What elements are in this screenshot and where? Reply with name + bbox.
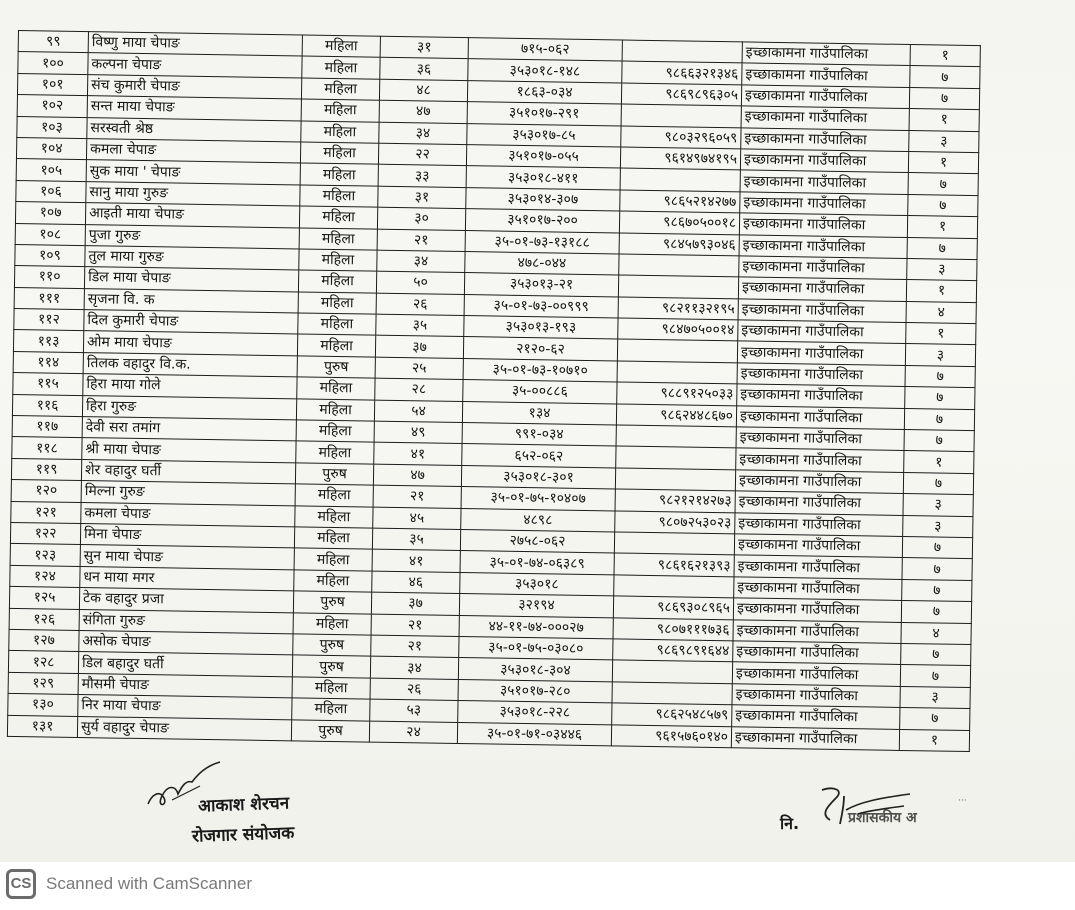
citizenship-cell: ३५३०१७-८५	[467, 123, 621, 147]
serial-cell: १११	[14, 287, 84, 309]
citizenship-cell: ३५१०१७-२८०	[458, 679, 612, 703]
gender-cell: महिला	[296, 399, 374, 422]
ward-cell: ७	[905, 387, 975, 409]
name-cell: मौसमी चेपाङ	[78, 673, 292, 698]
citizenship-cell: ३५-०१-७५-०३०८०	[459, 636, 613, 660]
serial-cell: १०६	[16, 180, 86, 202]
stamp-mark: ···	[958, 796, 967, 806]
ward-cell: ३	[903, 515, 973, 537]
municipality-cell: इच्छाकामना गाउँपालिका	[740, 192, 908, 216]
age-cell: ३४	[370, 656, 458, 679]
name-cell: पुजा गुरुङ	[85, 224, 299, 249]
age-cell: ४१	[374, 443, 462, 466]
gender-cell: महिला	[301, 121, 379, 144]
ward-cell: ७	[905, 365, 975, 387]
ward-cell: ३	[903, 494, 973, 516]
serial-cell: १०१	[17, 73, 87, 95]
citizenship-cell: ३५१०१७-०५५	[466, 145, 620, 169]
serial-cell: ११०	[14, 266, 84, 288]
citizenship-cell: ३५३०१८-३०१	[461, 465, 615, 489]
municipality-cell: इच्छाकामना गाउँपालिका	[738, 299, 906, 323]
ward-cell: ७	[902, 536, 972, 558]
name-cell: शेर वहादुर घर्ती	[81, 459, 295, 484]
age-cell: २६	[370, 678, 458, 701]
serial-cell: १३१	[7, 715, 77, 737]
ward-cell: ७	[903, 472, 973, 494]
name-cell: डिल माया चेपाङ	[84, 267, 298, 292]
municipality-cell: इच्छाकामना गाउँपालिका	[734, 577, 902, 601]
ward-cell: ७	[910, 66, 980, 88]
phone-cell: ९८२११३२१९५	[618, 297, 738, 320]
phone-cell: ९८६७०५००१८	[619, 211, 739, 234]
municipality-cell: इच्छाकामना गाउँपालिका	[735, 491, 903, 515]
serial-cell: ११८	[12, 437, 82, 459]
phone-cell	[619, 254, 739, 277]
municipality-cell: इच्छाकामना गाउँपालिका	[739, 256, 907, 280]
municipality-cell: इच्छाकामना गाउँपालिका	[736, 427, 904, 451]
gender-cell: महिला	[298, 313, 376, 336]
phone-cell	[616, 425, 736, 448]
serial-cell: १२६	[9, 608, 79, 630]
municipality-cell: इच्छाकामना गाउँपालिका	[737, 341, 905, 365]
gender-cell: महिला	[299, 206, 377, 229]
name-cell: कल्पना चेपाङ	[88, 53, 302, 78]
serial-cell: १०८	[15, 223, 85, 245]
scanner-watermark-text: Scanned with CamScanner	[46, 874, 253, 893]
name-cell: मिल्ना गुरुङ	[81, 481, 295, 506]
municipality-cell: इच्छाकामना गाउँपालिका	[741, 85, 909, 109]
gender-cell: महिला	[298, 270, 376, 293]
name-cell: सुर्य वहादुर चेपाङ	[77, 716, 291, 741]
name-cell: देवी सरा तमांग	[82, 417, 296, 442]
municipality-cell: इच्छाकामना गाउँपालिका	[740, 170, 908, 194]
ward-cell: ३	[909, 130, 979, 152]
age-cell: ५०	[376, 271, 464, 294]
ward-cell: १	[909, 109, 979, 131]
name-cell: हिरा माया गोले	[83, 374, 297, 399]
scanner-footer	[0, 862, 1075, 910]
municipality-cell: इच्छाकामना गाउँपालिका	[733, 641, 901, 665]
phone-cell: ९८०३२९६०५९	[621, 126, 741, 149]
citizenship-cell: ३५-०१-७४-०६३८९	[460, 551, 614, 575]
name-cell: तुल माया गुरुङ	[85, 245, 299, 270]
gender-cell: पुरुष	[293, 634, 371, 657]
name-cell: संगिता गुरुङ	[79, 609, 293, 634]
serial-cell: १२१	[11, 501, 81, 523]
citizenship-cell: ३५३०१३-२१	[464, 273, 618, 297]
age-cell: ३७	[375, 336, 463, 359]
beneficiary-sheet	[7, 30, 990, 752]
citizenship-cell: ४८९८	[461, 508, 615, 532]
gender-cell: महिला	[301, 78, 379, 101]
municipality-cell: इच्छाकामना गाउँपालिका	[738, 320, 906, 344]
municipality-cell: इच्छाकामना गाउँपालिका	[738, 277, 906, 301]
beneficiary-table	[7, 30, 981, 752]
municipality-cell: इच्छाकामना गाउँपालिका	[741, 106, 909, 130]
gender-cell: पुरुष	[293, 591, 371, 614]
ward-cell: १	[906, 280, 976, 302]
name-cell: तिलक वहादुर वि.क.	[83, 352, 297, 377]
name-cell: सुन माया चेपाङ	[80, 545, 294, 570]
gender-cell: महिला	[293, 612, 371, 635]
ward-cell: १	[910, 45, 980, 67]
age-cell: २४	[369, 721, 457, 744]
municipality-cell: इच्छाकामना गाउँपालिका	[735, 470, 903, 494]
municipality-cell: इच्छाकामना गाउँपालिका	[732, 662, 900, 686]
age-cell: २६	[376, 293, 464, 316]
camscanner-logo-icon: CS	[6, 869, 36, 899]
age-cell: ३१	[378, 186, 466, 209]
serial-cell: १२२	[10, 522, 80, 544]
municipality-cell: इच्छाकामना गाउँपालिका	[739, 213, 907, 237]
gender-cell: महिला	[298, 292, 376, 315]
name-cell: विष्णु माया चेपाङ	[88, 32, 302, 57]
serial-cell: ११७	[12, 415, 82, 437]
citizenship-cell: ३५-०१-७३-००९९९	[464, 294, 618, 318]
name-cell: टेक वहादुर प्रजा	[79, 588, 293, 613]
citizenship-cell: १८६३-०३४	[467, 80, 621, 104]
serial-cell: १०७	[15, 202, 85, 224]
name-cell: सरस्वती श्रेष्ठ	[87, 117, 301, 142]
age-cell: ३१	[380, 36, 468, 59]
name-cell: सन्त माया चेपाङ	[87, 96, 301, 121]
citizenship-cell: ३५-०१-७३-१३१८८	[465, 230, 619, 254]
serial-cell: १२९	[8, 672, 78, 694]
name-cell: सृजना वि. क	[84, 288, 298, 313]
gender-cell: पुरुष	[291, 719, 369, 742]
phone-cell	[620, 168, 740, 191]
municipality-cell: इच्छाकामना गाउँपालिका	[742, 42, 910, 66]
gender-cell: महिला	[292, 677, 370, 700]
phone-cell: ९८६५२१४२७७	[620, 190, 740, 213]
ward-cell: ७	[908, 173, 978, 195]
gender-cell: पुरुष	[297, 356, 375, 379]
age-cell: २८	[375, 378, 463, 401]
gender-cell: महिला	[295, 506, 373, 529]
gender-cell: पुरुष	[292, 655, 370, 678]
age-cell: ३६	[380, 58, 468, 81]
age-cell: ४८	[379, 79, 467, 102]
ward-cell: ७	[907, 237, 977, 259]
ward-cell: ७	[900, 708, 970, 730]
ward-cell: ३	[900, 686, 970, 708]
citizenship-cell: ३५-०१-७१-०३४४६	[457, 722, 611, 746]
coordinator-role: रोजगार संयोजक	[191, 823, 295, 847]
phone-cell: ९६१५७६०१४०	[611, 724, 731, 747]
citizenship-cell: ३५३०१८-४११	[466, 166, 620, 190]
municipality-cell: इच्छाकामना गाउँपालिका	[732, 684, 900, 708]
gender-cell: महिला	[300, 142, 378, 165]
ward-cell: १	[908, 151, 978, 173]
phone-cell	[616, 446, 736, 469]
municipality-cell: इच्छाकामना गाउँपालिका	[731, 726, 899, 750]
age-cell: २१	[371, 614, 459, 637]
phone-cell: ९८६९३०८९६५	[613, 596, 733, 619]
age-cell: ३४	[379, 122, 467, 145]
serial-cell: १०५	[16, 159, 86, 181]
citizenship-cell: २१२०-६२	[463, 337, 617, 361]
phone-cell: ९८६१६२१३९३	[614, 553, 734, 576]
serial-cell: ११२	[14, 309, 84, 331]
serial-cell: ११५	[13, 373, 83, 395]
serial-cell: १०२	[17, 95, 87, 117]
phone-cell: ९८४५७९३०४६	[619, 232, 739, 255]
citizenship-cell: ३५३०१८-३०४	[458, 658, 612, 682]
serial-cell: १२५	[9, 587, 79, 609]
gender-cell: महिला	[299, 227, 377, 250]
citizenship-cell: ३५३०१३-१९३	[464, 316, 618, 340]
serial-cell: १२८	[8, 651, 78, 673]
gender-cell: महिला	[297, 377, 375, 400]
phone-cell: ९८६६३२१३४६	[622, 61, 742, 84]
ward-cell: ७	[908, 194, 978, 216]
officer-prefix: नि.	[780, 814, 800, 833]
serial-cell: १०३	[17, 116, 87, 138]
age-cell: ४९	[374, 421, 462, 444]
phone-cell	[614, 575, 734, 598]
phone-cell	[612, 682, 732, 705]
gender-cell: पुरुष	[295, 463, 373, 486]
name-cell: ओम माया चेपाङ	[83, 331, 297, 356]
age-cell: २२	[378, 143, 466, 166]
phone-cell	[621, 104, 741, 127]
gender-cell: महिला	[302, 35, 380, 58]
ward-cell: ३	[905, 344, 975, 366]
serial-cell: ११४	[13, 351, 83, 373]
name-cell: सानु माया गुरुङ	[86, 181, 300, 206]
municipality-cell: इच्छाकामना गाउँपालिका	[736, 448, 904, 472]
ward-cell: ७	[904, 430, 974, 452]
age-cell: ५३	[370, 699, 458, 722]
phone-cell: ९६१४९७४१९५	[620, 147, 740, 170]
age-cell: २१	[377, 229, 465, 252]
name-cell: असोक चेपाङ	[79, 630, 293, 655]
age-cell: ४५	[373, 507, 461, 530]
gender-cell: महिला	[300, 185, 378, 208]
gender-cell: महिला	[292, 698, 370, 721]
ward-cell: १	[906, 323, 976, 345]
municipality-cell: इच्छाकामना गाउँपालिका	[737, 384, 905, 408]
municipality-cell: इच्छाकामना गाउँपालिका	[740, 149, 908, 173]
gender-cell: महिला	[296, 441, 374, 464]
serial-cell: १२३	[10, 544, 80, 566]
gender-cell: महिला	[294, 527, 372, 550]
serial-cell: १२७	[9, 629, 79, 651]
ward-cell: १	[907, 216, 977, 238]
name-cell: कमला चेपाङ	[81, 502, 295, 527]
ward-cell: ७	[901, 643, 971, 665]
gender-cell: महिला	[301, 99, 379, 122]
municipality-cell: इच्छाकामना गाउँपालिका	[739, 234, 907, 258]
serial-cell: ११९	[11, 458, 81, 480]
serial-cell: १३०	[8, 694, 78, 716]
phone-cell: ९८०७२५३०२३	[615, 511, 735, 534]
municipality-cell: इच्छाकामना गाउँपालिका	[735, 512, 903, 536]
serial-cell: १०९	[15, 244, 85, 266]
citizenship-cell: ३५३०१४-३०७	[466, 187, 620, 211]
serial-cell: १००	[18, 52, 88, 74]
age-cell: ४६	[372, 571, 460, 594]
phone-cell: ९८६९८९१६४४	[613, 639, 733, 662]
age-cell: ३३	[378, 165, 466, 188]
phone-cell: ९८६२४४८६७०	[616, 404, 736, 427]
name-cell: कमला चेपाङ	[86, 139, 300, 164]
name-cell: धन माया मगर	[80, 566, 294, 591]
serial-cell: ९९	[18, 31, 88, 53]
age-cell: ३७	[371, 592, 459, 615]
gender-cell: महिला	[294, 548, 372, 571]
citizenship-cell: ४७८-०४४	[465, 251, 619, 275]
ward-cell: ७	[902, 558, 972, 580]
ward-cell: ७	[909, 87, 979, 109]
name-cell: संच कुमारी चेपाङ	[87, 74, 301, 99]
citizenship-cell: ४४-११-७४-०००२७	[459, 615, 613, 639]
ward-cell: ७	[900, 665, 970, 687]
ward-cell: ३	[907, 258, 977, 280]
municipality-cell: इच्छाकामना गाउँपालिका	[734, 534, 902, 558]
phone-cell: ९८८९१२५०३३	[617, 382, 737, 405]
age-cell: ३४	[377, 250, 465, 273]
municipality-cell: इच्छाकामना गाउँपालिका	[736, 405, 904, 429]
phone-cell	[618, 275, 738, 298]
municipality-cell: इच्छाकामना गाउँपालिका	[733, 619, 901, 643]
age-cell: ३५	[372, 528, 460, 551]
age-cell: ४७	[379, 100, 467, 123]
citizenship-cell: ३५-००८८६	[463, 380, 617, 404]
gender-cell: महिला	[296, 420, 374, 443]
ward-cell: १	[904, 451, 974, 473]
phone-cell: ९८०७१११७३६	[613, 617, 733, 640]
citizenship-cell: ३५-०१-७५-१०४०७	[461, 487, 615, 511]
serial-cell: १२४	[10, 565, 80, 587]
municipality-cell: इच्छाकामना गाउँपालिका	[732, 705, 900, 729]
phone-cell	[615, 468, 735, 491]
name-cell: मिना चेपाङ	[80, 524, 294, 549]
ward-cell: १	[899, 729, 969, 751]
name-cell: डिल बहादुर घर्ती	[78, 652, 292, 677]
gender-cell: महिला	[302, 56, 380, 79]
ward-cell: ७	[901, 601, 971, 623]
name-cell: आइती माया चेपाङ	[85, 203, 299, 228]
coordinator-name: आकाश शेरचन	[197, 793, 290, 817]
name-cell: सुक माया ' चेपाङ	[86, 160, 300, 185]
citizenship-cell: १३४	[462, 401, 616, 425]
ward-cell: ४	[906, 301, 976, 323]
citizenship-cell: २७५८-०६२	[460, 529, 614, 553]
phone-cell: ९८६२५४८५७९	[612, 703, 732, 726]
phone-cell	[617, 339, 737, 362]
citizenship-cell: ७१५-०६२	[468, 38, 622, 62]
citizenship-cell: ३५१०१७-२९१	[467, 102, 621, 126]
municipality-cell: इच्छाकामना गाउँपालिका	[742, 63, 910, 87]
phone-cell: ९८२१२१४२७३	[615, 489, 735, 512]
citizenship-cell: ६५२-०६२	[462, 444, 616, 468]
municipality-cell: इच्छाकामना गाउँपालिका	[734, 555, 902, 579]
serial-cell: ११६	[12, 394, 82, 416]
phone-cell	[614, 532, 734, 555]
age-cell: ४१	[372, 550, 460, 573]
name-cell: श्री माया चेपाङ	[82, 438, 296, 463]
ward-cell: ७	[902, 579, 972, 601]
name-cell: हिरा गुरुङ	[82, 395, 296, 420]
name-cell: दिल कुमारी चेपाङ	[84, 310, 298, 335]
gender-cell: महिला	[300, 163, 378, 186]
gender-cell: महिला	[299, 249, 377, 272]
age-cell: ४७	[373, 464, 461, 487]
citizenship-cell: ३५१०१७-२००	[465, 209, 619, 233]
municipality-cell: इच्छाकामना गाउँपालिका	[733, 598, 901, 622]
serial-cell: १०४	[16, 137, 86, 159]
ward-cell: ७	[904, 408, 974, 430]
citizenship-cell: ३५३०१८	[460, 572, 614, 596]
age-cell: २१	[373, 485, 461, 508]
age-cell: २१	[371, 635, 459, 658]
age-cell: ३०	[377, 207, 465, 230]
age-cell: २५	[375, 357, 463, 380]
phone-cell: ९८४७०५००१४	[618, 318, 738, 341]
citizenship-cell: ३५३०१८-१४८	[468, 59, 622, 83]
officer-title: प्रशासकीय अ	[848, 810, 917, 826]
municipality-cell: इच्छाकामना गाउँपालिका	[741, 127, 909, 151]
phone-cell	[622, 40, 742, 63]
name-cell: निर माया चेपाङ	[78, 695, 292, 720]
municipality-cell: इच्छाकामना गाउँपालिका	[737, 363, 905, 387]
citizenship-cell: ३५-०१-७३-१०७१०	[463, 358, 617, 382]
serial-cell: ११३	[13, 330, 83, 352]
gender-cell: महिला	[294, 570, 372, 593]
ward-cell: ४	[901, 622, 971, 644]
serial-cell: १२०	[11, 480, 81, 502]
phone-cell	[612, 660, 732, 683]
phone-cell	[617, 361, 737, 384]
age-cell: ३५	[376, 314, 464, 337]
citizenship-cell: ३५३०१८-२२८	[458, 701, 612, 725]
age-cell: ५४	[374, 400, 462, 423]
citizenship-cell: ९९१-०३४	[462, 423, 616, 447]
gender-cell: महिला	[295, 484, 373, 507]
citizenship-cell: ३२१९४	[459, 594, 613, 618]
table-body	[7, 31, 980, 752]
gender-cell: महिला	[297, 334, 375, 357]
phone-cell: ९८६९८९६३०५	[621, 83, 741, 106]
